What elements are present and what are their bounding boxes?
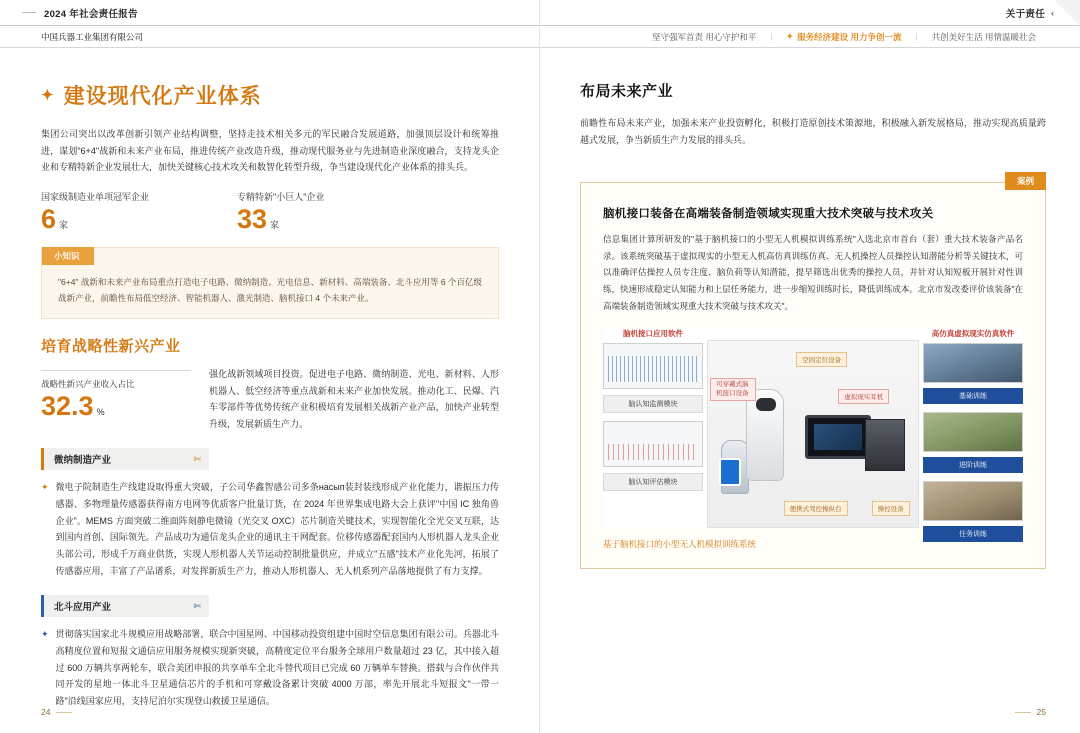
page-number-rule: [1015, 712, 1031, 713]
stat-value-group: [41, 205, 237, 235]
page-number-value: 25: [1036, 707, 1046, 717]
block-body-text: 微电子院制造生产线建设取得重大突破，子公司华鑫智感公司多条насып装封装线形成产业化能力，谐振压力传感器、多物理量传感器获得南方电网等优质客户批量订货，在 2024 年世界集成电路大会上获评"中国 IC 独角兽企业"。MEMS 方面突破二维面阵刻静电微镜（光交叉 OXC）芯片制造关键技术，实现智能化全光交叉互联，达到国内首创、国际领先。产品成功为通信龙头企业的通讯主干网配套。位移传感器配套国内人形机器人龙头企业头部公司，形成千万商业供货，实现人形机器人关节运动控制批量供应，并成立"五感"技术产业化先河，拓展了传感器应用，丰富了产品谱系，对发挥新质生产力，推动人形机器人、无人机系列产品落地提供了有力支撑。: [55, 482, 499, 576]
header-bar-right: [540, 0, 1080, 26]
strategic-text: 强化战新领域项目投资。促进电子电路、微纳制造、光电、新材料、人形机器人、低空经济等重点战新和未来产业加快发展。推动化工、民爆、汽车零部件等优势传统产业积极培育发展相关战新产业产品，加快产业转型升级，发展新质生产力。: [209, 368, 499, 429]
stat-item: [237, 190, 433, 235]
satellite-icon: ✄: [193, 600, 201, 611]
strategic-split: [41, 366, 499, 433]
nav-separator: |: [915, 32, 918, 41]
figure-caption: 基于脑机接口的小型无人机模拟训练系统: [603, 539, 757, 550]
section-title-strategic: 培育战略性新兴产业: [41, 337, 181, 355]
stat-number: 6: [41, 203, 57, 234]
page-title-text: 建设现代化产业体系: [63, 85, 262, 108]
block-body-micro: [41, 479, 499, 579]
callout-control-device: 操控设备: [872, 501, 910, 516]
intro-paragraph: 集团公司突出以改革创新引领产业结构调整，坚持走技术相关多元的军民融合发展道路，加强顶层设计和统筹推进，谋划"6+4"战新和未来产业布局，推进传统产业改造升级，推动现代服务业与先进制造业深度融合，支持龙头企业和专精特新企业发展壮大，加快关键核心技术攻关和数智化转型升级，争当建设现代化产业体系的排头兵。: [41, 129, 499, 173]
nav-bar: [540, 26, 1080, 48]
right-page-title: 布局未来产业: [580, 83, 674, 100]
callout-space-positioning: 空间定位设备: [796, 352, 847, 367]
page-fold-decoration: [1054, 0, 1080, 26]
figure-right-column: [923, 328, 1023, 550]
nav-item-label: 服务经济建设 用力争创一流: [797, 31, 902, 42]
left-content: [0, 48, 539, 710]
figure-right-caption-1: 进阶训练: [923, 457, 1023, 473]
nav-item-0[interactable]: [638, 31, 773, 43]
nav-item-label: 坚守强军首责 用心守护和平: [652, 31, 757, 42]
strategic-stat: [41, 366, 191, 433]
stat-number: 33: [237, 203, 268, 234]
stat-label: 国家级制造业单项冠军企业: [41, 191, 150, 202]
figure-left-caption-0: 脑认知监测模块: [603, 395, 703, 413]
tip-body: "6+4" 战新和未来产业布局重点打造电子电路、微纳制造、光电信息、新材料、高端装备、北斗应用等 6 个百亿级战新产业，前瞻性布局低空经济、智能机器人、激光制造、脑机接口 4 个未来产业。: [58, 276, 482, 303]
bullet-icon: ✦: [41, 482, 49, 493]
figure-left-title: 脑机接口应用软件: [623, 329, 683, 339]
callout-portable-console: 便携式驾控操纵台: [784, 501, 848, 516]
case-figure: [603, 328, 1023, 539]
header-bar-left: [0, 0, 539, 26]
figure-left-caption-1: 脑认知评估模块: [603, 473, 703, 491]
stat-label: 专精特新"小巨人"企业: [237, 191, 325, 202]
page-number-rule: [56, 712, 72, 713]
chip-icon: ✄: [193, 453, 201, 464]
console-screen: [805, 415, 871, 459]
sparkle-icon: ✦: [41, 87, 55, 104]
strategic-stat-value-group: [41, 392, 191, 422]
tip-box: [41, 247, 499, 319]
figure-right-caption-0: 基础训练: [923, 388, 1023, 404]
training-photo-basic: [923, 343, 1023, 383]
callout-vr-headset: 虚拟现实耳机: [838, 389, 889, 404]
case-body: 信息集团计算所研发的"基于脑机接口的小型无人机模拟训练系统"入选北京市首台（套）重大技术装备产品名录。该系统突破基于虚拟现实的小型无人机高仿真训练仿真、无人机操控人员操控认知潜能分析等关键技术，可以准确评估操控人员专注度、脑负荷等认知潜能，提早筛选出优秀的操控人员，并针对认知短板开展针对性训练，快速形成稳定认知能力和上层任务能力，进一步缩短训练时长，降低训练成本。北京市发改委评价该装备"在高端装备制造领域实现重大技术突破与技术攻关"。: [603, 234, 1023, 311]
block-header-label: 微纳制造产业: [54, 455, 112, 467]
company-bar: [0, 26, 539, 48]
block-header-micro: [41, 448, 209, 470]
stat-item: [41, 190, 237, 235]
page-title: [41, 80, 499, 110]
nav-item-1[interactable]: [772, 31, 915, 43]
equipment-cart: [865, 419, 905, 471]
case-title: 脑机接口装备在高端装备制造领域实现重大技术突破与技术攻关: [603, 208, 934, 221]
page-right: [540, 0, 1080, 733]
waveform-graphic: [608, 356, 698, 382]
right-content: [540, 48, 1080, 569]
tablet-device: [719, 458, 741, 486]
nav-item-label: 共创美好生活 用情温暖社会: [931, 31, 1036, 42]
section-name: 关于责任: [1005, 8, 1045, 20]
block-header-beidou: [41, 595, 209, 617]
nav-item-2[interactable]: [915, 31, 1050, 43]
training-photo-mission: [923, 481, 1023, 521]
block-body-text: 贯彻落实国家北斗规模应用战略部署，联合中国星网、中国移动投资组建中国时空信息集团有限公司。兵器北斗高精度位置和短报文通信应用服务规模实现新突破，高精度定位平台服务全球用户数量超过 23 亿，其中接入超过 600 万辆共享两轮车，联合美团申报的共享单车全北斗替代项目已完成 60 万辆单车替换。搭载与合作伙伴共同开发的星地一体北斗卫星通信芯片的手机和可穿戴设备累计突破 4000 万部，率先开展北斗短报文"一带一路"沿线国家应用，支持尼泊尔实现登山救援卫星通信。: [55, 629, 499, 706]
block-header-label: 北斗应用产业: [54, 602, 112, 614]
software-screenshot: [603, 343, 703, 389]
stats-row: [41, 190, 499, 235]
nav-separator: |: [770, 32, 773, 41]
strategic-stat-unit: %: [96, 406, 105, 417]
chevron-left-icon: ‹: [1051, 7, 1054, 18]
report-title: 2024 年社会责任报告: [44, 8, 138, 20]
company-name: 中国兵器工业集团有限公司: [41, 31, 144, 42]
tip-tag: 小知识: [42, 247, 94, 265]
callout-wearable-bci: 可穿戴式脑机接口设备: [710, 378, 756, 401]
figure-right-caption-2: 任务训练: [923, 526, 1023, 542]
star-icon: ✦: [786, 32, 794, 41]
case-badge: 案例: [1005, 172, 1046, 190]
software-screenshot: [603, 421, 703, 467]
stat-unit: 家: [270, 219, 280, 230]
header-rule: [22, 12, 36, 13]
training-photo-advanced: [923, 412, 1023, 452]
strategic-stat-number: 32.3: [41, 390, 94, 421]
figure-center-photo: [707, 340, 919, 528]
stat-value-group: [237, 205, 433, 235]
waveform-graphic: [608, 444, 698, 460]
figure-right-title: 高仿真虚拟现实仿真软件: [931, 329, 1015, 339]
page-number-left: [41, 707, 72, 717]
robot-figure: [746, 389, 784, 481]
block-body-beidou: [41, 626, 499, 709]
page-number-right: [1015, 707, 1046, 717]
stat-unit: 家: [59, 219, 69, 230]
right-intro-paragraph: 前瞻性布局未来产业，加强未来产业投资孵化，积极打造原创技术策源地，积极融入新发展格局，推动实现高质量跨越式发展，争当新质生产力发展的排头兵。: [580, 118, 1046, 145]
page-number-value: 24: [41, 707, 51, 717]
figure-left-column: [603, 328, 703, 499]
case-study-card: [580, 176, 1046, 569]
strategic-stat-label: 战略性新兴产业收入占比: [41, 370, 191, 390]
bullet-icon: ✦: [41, 629, 49, 640]
